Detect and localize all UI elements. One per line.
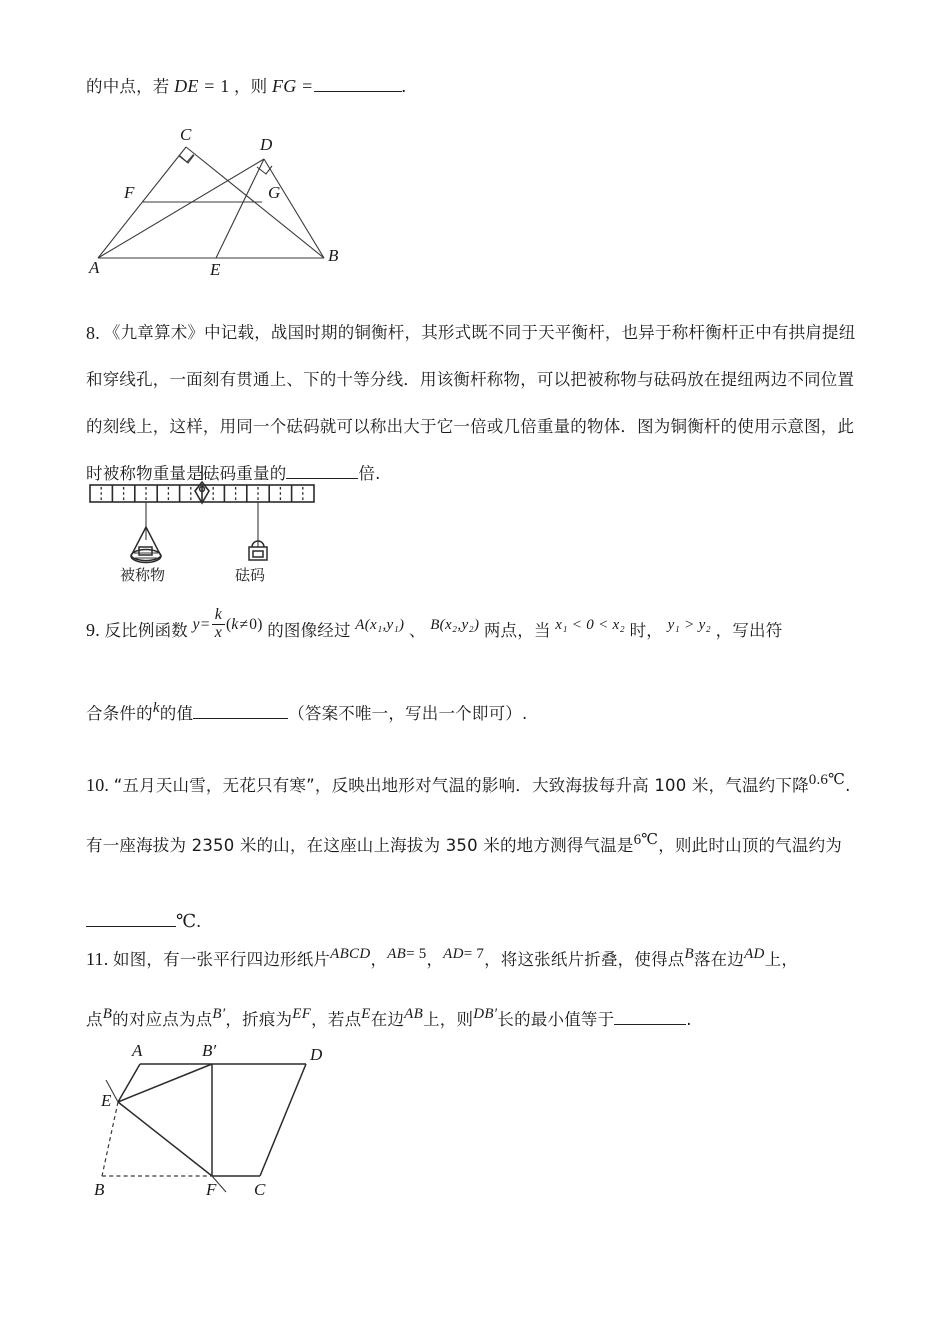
- q10-line2-a: 有一座海拔为 2350 米的山，在这座山上海拔为 350 米的地方测得气温是: [86, 836, 634, 855]
- q11-parallelogram-abcd: ABCD: [330, 946, 371, 962]
- q9-cond-open: (: [226, 616, 232, 633]
- q11-line2-c: ，折痕为: [225, 1010, 293, 1029]
- q9-text-before: 反比例函数: [104, 621, 188, 640]
- q7-math-de: DE: [174, 76, 199, 96]
- triangle-figure-question-7: [88, 128, 448, 288]
- question-9-block: [86, 608, 876, 738]
- q9-cond-close: ): [257, 616, 263, 633]
- q11-line2-h: .: [686, 1010, 692, 1029]
- q9-point-a: A(x₁,y₁): [355, 617, 405, 633]
- q9-formula: [192, 606, 263, 641]
- q11-line1-e: 落在边: [693, 950, 745, 969]
- q11-ab-value: = 5: [406, 946, 427, 962]
- q8-number: 8.: [86, 323, 100, 343]
- q9-cond-ne: ≠: [239, 616, 249, 633]
- q9-answer-blank[interactable]: [193, 703, 288, 719]
- q11-segment-ad: AD: [443, 946, 464, 962]
- q9-text-mid-3: 时，: [629, 621, 664, 640]
- q9-formula-eq: =: [200, 616, 210, 633]
- q9-line2-after: （答案不唯一，写出一个即可）.: [288, 704, 528, 723]
- q10-answer-blank[interactable]: [86, 911, 176, 927]
- q11-line2-a: 点: [86, 1010, 103, 1029]
- q9-text-mid-2: 两点，当: [483, 621, 551, 640]
- q11-crease-ef: EF: [292, 1006, 312, 1022]
- q11-line2-b: 的对应点为点: [112, 1010, 213, 1029]
- triangle-label-B: B: [328, 246, 339, 265]
- q10-temp-drop: 0.6℃: [808, 772, 846, 788]
- q9-cond-zero: 0: [249, 616, 258, 633]
- beam-division-lines: [112, 485, 291, 502]
- q11-line2-f: 上，则: [423, 1010, 474, 1029]
- label-standard-weight: 砝码: [235, 566, 266, 584]
- q9-condition-1: x₁ < 0 < x₂: [555, 617, 626, 633]
- q7-equals-1: =: [204, 76, 215, 96]
- original-position-dashed: [102, 1102, 212, 1176]
- parallelogram-label-B-prime: B′: [202, 1041, 217, 1060]
- q10-unit-celsius: ℃: [176, 911, 197, 931]
- q8-line-4-before: 时被称物重量是砝码重量的: [86, 464, 287, 483]
- folded-parallelogram-figure-question-11: [84, 1040, 384, 1230]
- q7-math-fg: FG: [271, 76, 297, 96]
- triangle-label-E: E: [210, 260, 221, 279]
- q11-line1-b: ，: [370, 950, 388, 969]
- question-10-block: [86, 762, 876, 944]
- q9-dun-mark: 、: [408, 621, 426, 640]
- q9-k-symbol: k: [152, 700, 160, 716]
- parallelogram-solid-edges: [118, 1064, 306, 1176]
- q7-period: .: [401, 76, 407, 96]
- question-11-block: [86, 936, 876, 1044]
- q8-line-1: 《九章算术》中记载，战国时期的铜衡杆，其形式既不同于天平衡杆，也异于称杆衡杆正中有拱肩提纽: [103, 323, 856, 342]
- q11-line1-d: ，将这张纸片折叠，使得点: [484, 950, 685, 969]
- bronze-balance-beam-figure: [82, 465, 442, 590]
- question-7-continuation-line: [86, 63, 786, 110]
- q10-line2-b: ，则此时山顶的气温约为: [658, 836, 842, 855]
- q11-point-b-prime: B′: [212, 1006, 226, 1022]
- q11-l2-point-b: B: [102, 1006, 113, 1022]
- q9-cond-k: k: [231, 616, 239, 633]
- q11-line2-g: 长的最小值等于: [497, 1010, 615, 1029]
- q7-comma-text: ，则: [233, 77, 268, 96]
- q10-number: 10.: [86, 775, 110, 795]
- q11-line1-f: 上，: [764, 950, 799, 969]
- q9-condition-2: y₁ > y₂: [667, 617, 712, 633]
- parallelogram-label-E: E: [101, 1091, 112, 1110]
- q9-number: 9.: [86, 620, 100, 640]
- q11-ad-value: = 7: [463, 946, 485, 962]
- triangle-label-G: G: [268, 183, 281, 202]
- q9-formula-fraction: [212, 607, 225, 642]
- q9-formula-numerator: k: [214, 606, 223, 624]
- parallelogram-label-D: D: [310, 1045, 323, 1064]
- q8-line-4-after: 倍.: [358, 464, 381, 483]
- q10-measured-temp: 6℃: [633, 832, 659, 848]
- parallelogram-label-B: B: [94, 1180, 105, 1199]
- triangle-label-C: C: [180, 128, 192, 144]
- q10-line1-a: “五月天山雪，无花只有寒”，反映出地形对气温的影响．大致海拔每升高 100 米，气温约下降: [113, 776, 809, 795]
- q9-text-mid-1: 的图像经过: [267, 621, 351, 640]
- q10-line1-b: .: [845, 776, 851, 795]
- q7-equals-2: =: [302, 76, 313, 96]
- q9-line2-before: 合条件的: [86, 704, 153, 723]
- q9-text-mid-4: ，写出符: [715, 621, 783, 640]
- q7-lead-text: 的中点，若: [86, 77, 170, 96]
- triangle-label-D: D: [260, 135, 273, 154]
- q9-formula-y: y: [192, 616, 200, 633]
- triangle-label-F: F: [124, 183, 135, 202]
- q7-answer-blank[interactable]: [314, 76, 402, 92]
- q11-line1-a: 如图，有一张平行四边形纸片: [113, 950, 331, 969]
- q11-segment-ab: AB: [387, 946, 407, 962]
- q8-line-3: 的刻线上，这样，用同一个砝码就可以称出大于它一倍或几倍重量的物体．图为铜衡杆的使用示意图，此: [86, 417, 855, 436]
- q11-number: 11.: [86, 949, 109, 969]
- triangle-label-A: A: [89, 258, 100, 277]
- q10-period: .: [196, 911, 202, 931]
- label-weighed-object: 被称物: [120, 566, 166, 584]
- q11-line2-d: ，若点: [311, 1010, 362, 1029]
- q11-answer-blank[interactable]: [614, 1009, 686, 1025]
- q9-formula-denominator: x: [214, 624, 223, 641]
- q11-side-ad: AD: [744, 946, 765, 962]
- q9-point-b: B(x₂,y₂): [430, 617, 480, 633]
- crease-extension-line: [106, 1080, 226, 1192]
- q11-side-ab: AB: [404, 1006, 424, 1022]
- q11-point-e: E: [361, 1006, 371, 1022]
- q7-value-1: 1: [220, 76, 230, 96]
- q11-line1-c: ，: [426, 950, 444, 969]
- q11-point-b: B: [684, 946, 694, 962]
- q11-segment-dbprime: DB′: [473, 1006, 498, 1022]
- q8-line-2: 和穿线孔，一面刻有贯通上、下的十等分线．用该衡杆称物，可以把被称物与砝码放在提纽两边不同位置: [86, 370, 855, 389]
- q9-line2-mid: 的值: [159, 704, 194, 723]
- q11-line2-e: 在边: [370, 1010, 405, 1029]
- parallelogram-label-A: A: [132, 1041, 143, 1060]
- right-angle-mark-c: [179, 147, 194, 163]
- parallelogram-label-F: F: [206, 1180, 217, 1199]
- parallelogram-label-C: C: [254, 1180, 266, 1199]
